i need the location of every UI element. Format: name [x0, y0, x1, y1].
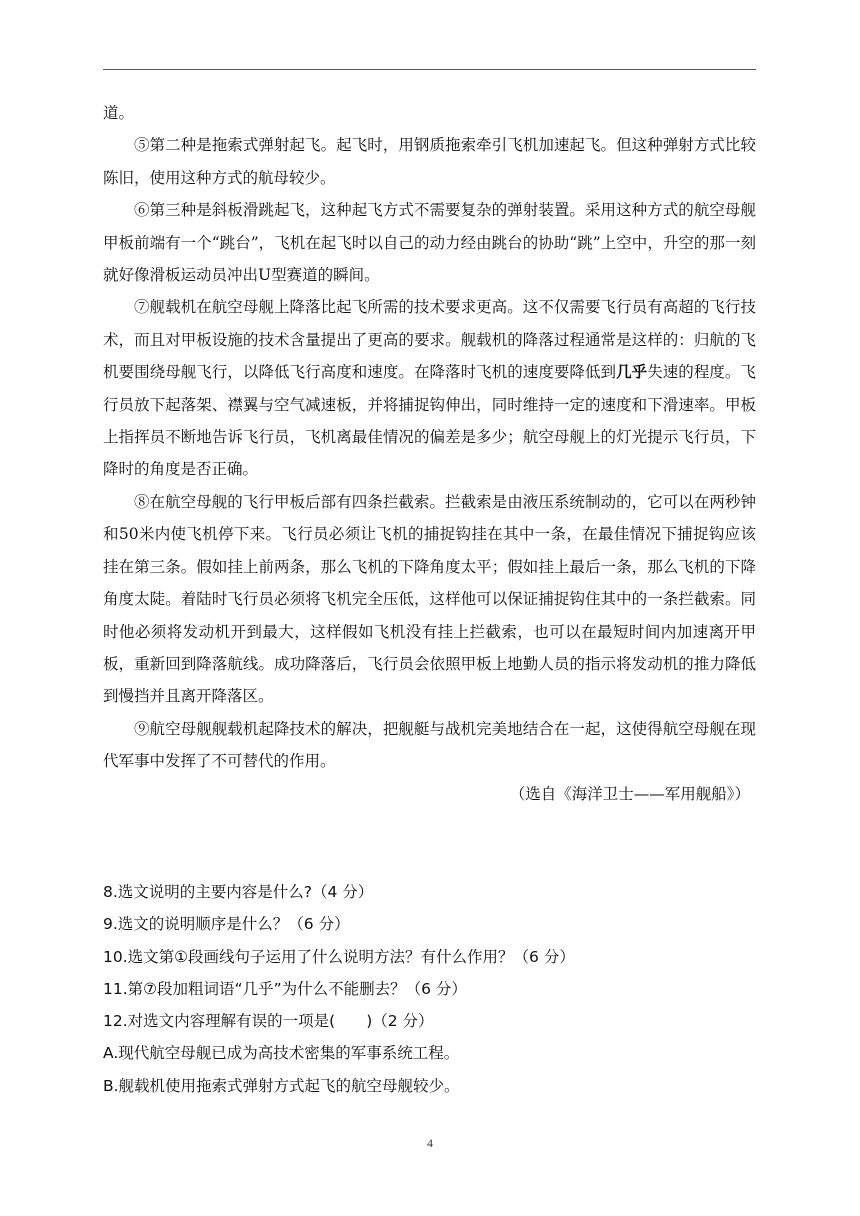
- option-b: B.舰载机使用拖索式弹射方式起飞的航空母舰较少。: [103, 1076, 460, 1095]
- paragraph-8: ⑧在航空母舰的飞行甲板后部有四条拦截索。拦截索是由液压系统制动的，它可以在两秒钟和50米内使飞机停下来。飞行员必须让飞机的捕捉钩挂在其中一条，在最佳情况下捕捉钩应该挂在第三条。假如挂上前两条，那么飞机的下降角度太平；假如挂上最后一条，那么飞机的下降角度太陡。着陆时飞行员必须将飞机完全压低，这样他可以保证捕捉钩住其中的一条拦截索。同时他必须将发动机开到最大，这样假如飞机没有挂上拦截索，也可以在最短时间内加速离开甲板，重新回到降落航线。成功降落后，飞行员会依照甲板上地勤人员的指示将发动机的推力降低到慢挡并且离开降落区。: [103, 492, 756, 706]
- question-10: 10.选文第①段画线句子运用了什么说明方法？有什么作用？（6 分）: [103, 947, 575, 966]
- source-citation: （选自《海洋卫士——军用舰船》）: [509, 784, 750, 803]
- question-8: 8.选文说明的主要内容是什么?（4 分）: [103, 883, 374, 901]
- article-body: [103, 97, 756, 810]
- paragraph-5: ⑤第二种是拖索式弹射起飞。起飞时，用钢质拖索牵引飞机加速起飞。但这种弹射方式比较陈旧，使用这种方式的航母较少。: [103, 136, 756, 187]
- paragraph-7-text-before: ⑦舰载机在航空母舰上降落比起飞所需的技术要求更高。这不仅需要飞行员有高超的飞行技术，而且对甲板设施的技术含量提出了更高的要求。舰载机的降落过程通常是这样的：归航的飞机要围绕母舰飞行，以降低飞行高度和速度。在降落时飞机的速度要降低到: [103, 298, 756, 382]
- question-list: [103, 876, 756, 1102]
- question-12: 12.对选文内容理解有误的一项是( )（2 分）: [103, 1012, 434, 1031]
- paragraph-6: ⑥第三种是斜板滑跳起飞，这种起飞方式不需要复杂的弹射装置。采用这种方式的航空母舰甲板前端有一个“跳台”，飞机在起飞时以自己的动力经由跳台的协助“跳”上空中，升空的那一刻就好像滑板运动员冲出U型赛道的瞬间。: [103, 201, 756, 285]
- paragraph-7: [103, 291, 756, 485]
- paragraph-continuation: 道。: [103, 104, 135, 122]
- question-9: 9.选文的说明顺序是什么？（6 分）: [103, 915, 350, 934]
- paragraph-7-text-after: 失速的程度。飞行员放下起落架、襟翼与空气减速板，并将捕捉钩伸出，同时维持一定的速度和下滑速率。甲板上指挥员不断地告诉飞行员，飞机离最佳情况的偏差是多少；航空母舰上的灯光提示飞行员，下降时的角度是否正确。: [103, 363, 756, 479]
- bold-word-jihu: 几乎: [616, 362, 648, 382]
- question-11: 11.第⑦段加粗词语“几乎”为什么不能删去？（6 分）: [103, 979, 467, 998]
- page-number: 4: [427, 1136, 433, 1150]
- paragraph-9: ⑨航空母舰舰载机起降技术的解决，把舰艇与战机完美地结合在一起，这使得航空母舰在现代军事中发挥了不可替代的作用。: [103, 719, 756, 771]
- option-a: A.现代航空母舰已成为高技术密集的军事系统工程。: [103, 1044, 460, 1063]
- header-rule: [103, 69, 756, 70]
